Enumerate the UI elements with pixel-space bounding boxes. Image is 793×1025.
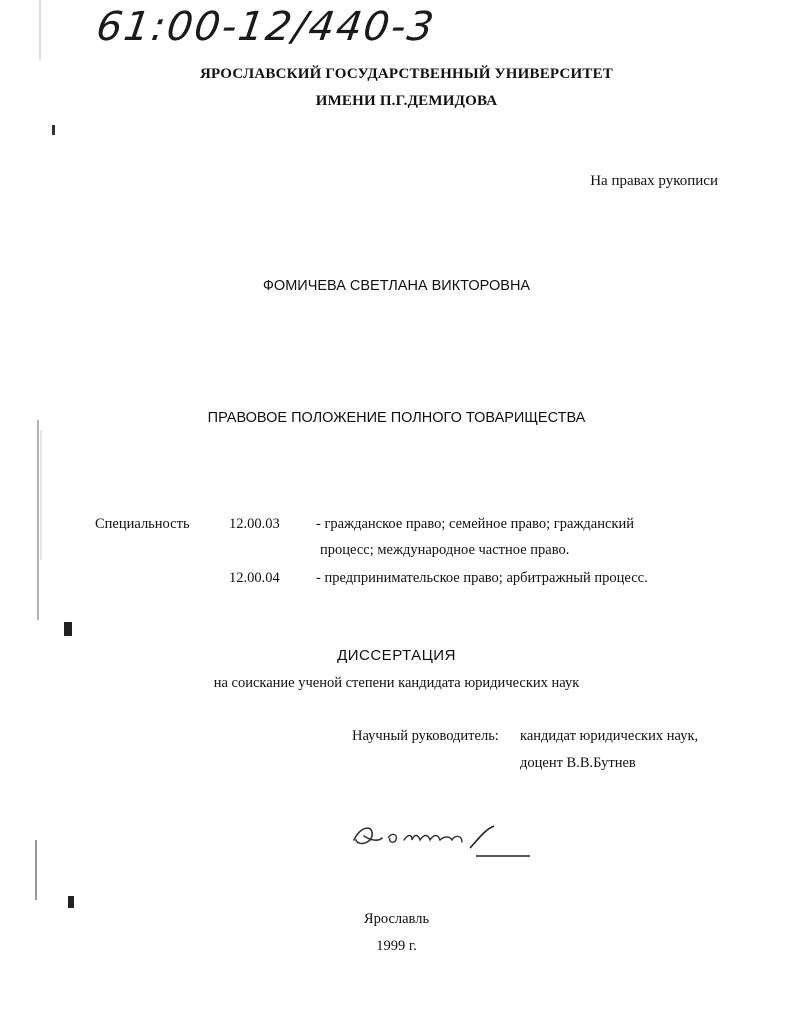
dissertation-title: ПРАВОВОЕ ПОЛОЖЕНИЕ ПОЛНОГО ТОВАРИЩЕСТВА [207,410,586,426]
specialty-code: 12.00.03 [229,516,280,532]
specialty-description: - предпринимательское право; арбитражный процесс. [316,570,648,586]
manuscript-rights-note: На правах рукописи [590,173,718,189]
supervisor-name: доцент В.В.Бутнев [520,755,636,771]
scan-margin-artifacts [0,0,80,1025]
university-name: ЯРОСЛАВСКИЙ ГОСУДАРСТВЕННЫЙ УНИВЕРСИТЕТ [199,66,613,82]
degree-statement: на соискание ученой степени кандидата юридических наук [213,675,580,691]
specialty-description: - гражданское право; семейное право; гражданский [316,516,634,532]
publication-city: Ярославль [363,911,430,927]
publication-year: 1999 г. [376,938,417,954]
dissertation-heading: ДИССЕРТАЦИЯ [337,647,456,664]
specialty-label: Специальность [95,516,190,532]
specialty-description-continued: процесс; международное частное право. [320,542,570,558]
supervisor-degree: кандидат юридических наук, [520,728,699,744]
university-name-line2: ИМЕНИ П.Г.ДЕМИДОВА [315,93,498,109]
archive-code-handwritten: 61:00-12/440-3 [93,4,439,50]
specialty-code: 12.00.04 [229,570,280,586]
supervisor-label: Научный руководитель: [352,728,499,744]
author-signature [348,812,538,872]
author-name: ФОМИЧЕВА СВЕТЛАНА ВИКТОРОВНА [262,278,531,294]
